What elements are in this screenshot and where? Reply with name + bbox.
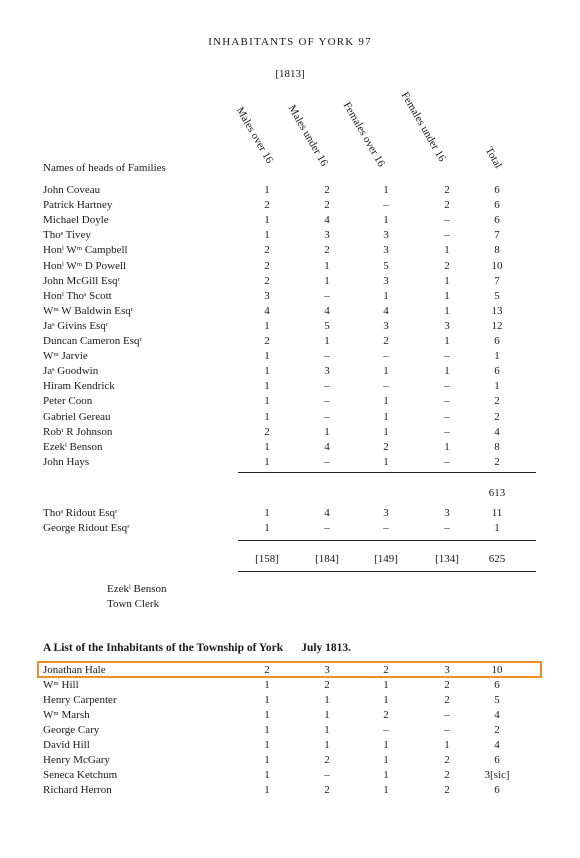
- list-title: [43, 642, 351, 654]
- row-total: 6: [494, 214, 500, 227]
- count-cell: 1: [264, 350, 270, 363]
- family-head-name: Ezekˡ Benson: [43, 440, 103, 453]
- count-cell: 2: [444, 769, 450, 781]
- count-cell: 3: [444, 664, 450, 676]
- count-cell: –: [383, 199, 389, 212]
- family-head-name: Peter Coon: [43, 395, 93, 408]
- count-cell: 4: [324, 440, 330, 453]
- table-row: [0, 507, 580, 522]
- table-row: [0, 229, 580, 244]
- count-cell: 2: [444, 184, 450, 196]
- count-cell: 2: [264, 244, 270, 257]
- count-cell: 1: [264, 410, 270, 423]
- count-cell: –: [444, 380, 450, 393]
- total-males-over-16: [158]: [255, 553, 279, 565]
- names-column-header: Names of heads of Families: [43, 162, 166, 174]
- table-row: [0, 214, 580, 229]
- count-cell: 1: [264, 319, 270, 332]
- signature-title: Town Clerk: [107, 598, 160, 610]
- year-label: [1813]: [275, 68, 305, 80]
- row-total: 4: [494, 739, 500, 751]
- count-cell: 2: [264, 274, 270, 287]
- family-head-name: Hiram Kendrick: [43, 380, 115, 393]
- table-row: [0, 365, 580, 380]
- table-row: [0, 456, 580, 471]
- count-cell: 3: [324, 365, 330, 378]
- table-row: [0, 784, 580, 799]
- count-cell: 1: [264, 380, 270, 393]
- count-cell: 1: [264, 522, 270, 534]
- row-total: 5: [494, 289, 500, 302]
- count-cell: –: [444, 395, 450, 408]
- row-total: 13: [491, 304, 503, 317]
- count-cell: 2: [324, 679, 330, 691]
- table-row: [0, 709, 580, 724]
- count-cell: 1: [264, 679, 270, 691]
- row-total: 6: [494, 335, 500, 347]
- count-cell: –: [324, 395, 330, 408]
- count-cell: 1: [264, 507, 270, 519]
- row-total: 8: [494, 244, 500, 257]
- count-cell: 1: [264, 455, 270, 468]
- count-cell: 4: [324, 507, 330, 519]
- count-cell: –: [444, 724, 450, 736]
- row-total: 2: [494, 410, 500, 423]
- count-cell: 4: [324, 214, 330, 227]
- count-cell: 2: [324, 754, 330, 766]
- count-cell: 3: [383, 229, 389, 242]
- row-total: 1: [494, 522, 500, 534]
- count-cell: 1: [383, 214, 389, 227]
- family-head-name: Honˡ Thoˢ Scott: [43, 289, 112, 302]
- count-cell: 3: [383, 507, 389, 519]
- table-row: [0, 260, 580, 275]
- family-head-name: Henry McGary: [43, 754, 110, 766]
- row-total: 4: [494, 709, 500, 721]
- family-head-name: Duncan Cameron Esqʳ: [43, 335, 142, 347]
- total-females-under-16: [134]: [435, 553, 459, 565]
- subtotal-rule: [238, 472, 536, 473]
- count-cell: 1: [264, 214, 270, 227]
- count-cell: 2: [444, 679, 450, 691]
- count-cell: 3: [324, 229, 330, 242]
- count-cell: 1: [324, 425, 330, 438]
- row-total: 12: [491, 319, 503, 332]
- table-row: [0, 290, 580, 305]
- count-cell: 1: [264, 754, 270, 766]
- count-cell: 1: [444, 365, 450, 378]
- count-cell: –: [383, 350, 389, 363]
- list-title-date: July 1813.: [301, 642, 352, 654]
- count-cell: 2: [264, 425, 270, 438]
- count-cell: 2: [324, 244, 330, 257]
- table-row: [0, 320, 580, 335]
- count-cell: –: [444, 425, 450, 438]
- count-cell: 1: [383, 410, 389, 423]
- family-head-name: Michael Doyle: [43, 214, 109, 227]
- count-cell: 3: [444, 319, 450, 332]
- row-total: 6: [494, 199, 500, 212]
- count-cell: –: [383, 724, 389, 736]
- count-cell: –: [444, 214, 450, 227]
- count-cell: 1: [264, 229, 270, 242]
- count-cell: 1: [264, 365, 270, 378]
- row-total: 10: [491, 664, 503, 676]
- count-cell: 1: [264, 769, 270, 781]
- count-cell: –: [324, 522, 330, 534]
- row-total: 7: [494, 229, 500, 242]
- row-total: 8: [494, 440, 500, 453]
- table-row: [0, 350, 580, 365]
- count-cell: 1: [444, 440, 450, 453]
- row-total: 6: [494, 754, 500, 766]
- row-total: 1: [494, 380, 500, 393]
- table-row: [0, 694, 580, 709]
- totals-rule: [238, 540, 536, 541]
- count-cell: 3: [383, 319, 389, 332]
- count-cell: 3: [383, 274, 389, 287]
- table-row: [0, 275, 580, 290]
- table-row: [0, 754, 580, 769]
- count-cell: 5: [383, 259, 389, 272]
- column-header-males-under-16: Males under 16: [285, 103, 331, 169]
- count-cell: 1: [324, 694, 330, 706]
- family-head-name: Thoˢ Tivey: [43, 229, 91, 242]
- count-cell: –: [324, 410, 330, 423]
- count-cell: 1: [324, 335, 330, 347]
- total-males-under-16: [184]: [315, 553, 339, 565]
- count-cell: 1: [264, 184, 270, 196]
- family-head-name: Richard Herron: [43, 784, 112, 796]
- total-females-over-16: [149]: [374, 553, 398, 565]
- row-total: 3[sic]: [484, 769, 510, 781]
- count-cell: –: [444, 410, 450, 423]
- table-row: [0, 335, 580, 350]
- row-total: 7: [494, 274, 500, 287]
- count-cell: 2: [444, 784, 450, 796]
- count-cell: 5: [324, 319, 330, 332]
- count-cell: –: [383, 522, 389, 534]
- count-cell: 2: [264, 259, 270, 272]
- family-head-name: Jaˢ Givins Esqʳ: [43, 319, 109, 332]
- signature-name: Ezekˡ Benson: [107, 583, 167, 595]
- count-cell: 1: [383, 425, 389, 438]
- count-cell: 2: [444, 199, 450, 212]
- count-cell: 1: [444, 335, 450, 347]
- row-total: 2: [494, 395, 500, 408]
- count-cell: 2: [444, 694, 450, 706]
- table-row: [0, 769, 580, 784]
- count-cell: –: [324, 455, 330, 468]
- row-total: 6: [494, 184, 500, 196]
- count-cell: 1: [444, 304, 450, 317]
- family-head-name: Robᵗ R Johnson: [43, 425, 113, 438]
- count-cell: –: [444, 350, 450, 363]
- count-cell: 1: [383, 769, 389, 781]
- count-cell: 1: [324, 739, 330, 751]
- count-cell: 1: [383, 365, 389, 378]
- family-head-name: Wᵐ W Baldwin Esqʳ: [43, 304, 134, 317]
- count-cell: 1: [383, 694, 389, 706]
- count-cell: 1: [264, 724, 270, 736]
- table-row: [0, 411, 580, 426]
- column-header-total: Total: [482, 145, 505, 171]
- count-cell: 2: [264, 664, 270, 676]
- count-cell: 2: [444, 754, 450, 766]
- column-header-females-over-16: Females over 16: [340, 100, 388, 169]
- row-total: 1: [494, 350, 500, 363]
- count-cell: 1: [324, 259, 330, 272]
- row-total: 10: [491, 259, 503, 272]
- count-cell: 2: [324, 184, 330, 196]
- count-cell: 1: [264, 784, 270, 796]
- row-total: 2: [494, 724, 500, 736]
- count-cell: 1: [264, 739, 270, 751]
- table-row: [0, 380, 580, 395]
- count-cell: –: [324, 769, 330, 781]
- table-row: [0, 664, 580, 679]
- count-cell: 1: [324, 709, 330, 721]
- count-cell: –: [444, 229, 450, 242]
- count-cell: –: [383, 380, 389, 393]
- count-cell: 1: [324, 274, 330, 287]
- count-cell: 1: [383, 784, 389, 796]
- table-row: [0, 184, 580, 199]
- count-cell: 1: [383, 754, 389, 766]
- bottom-rule: [238, 571, 536, 572]
- family-head-name: Thoˢ Ridout Esqʳ: [43, 507, 118, 519]
- family-head-name: John Hays: [43, 455, 90, 468]
- count-cell: 2: [383, 709, 389, 721]
- count-cell: 2: [383, 335, 389, 347]
- count-cell: 1: [444, 739, 450, 751]
- family-head-name: John Coveau: [43, 184, 101, 196]
- family-head-name: Jaˢ Goodwin: [43, 365, 99, 378]
- count-cell: 2: [264, 335, 270, 347]
- count-cell: 1: [383, 289, 389, 302]
- table-row: [0, 305, 580, 320]
- row-total: 2: [494, 455, 500, 468]
- family-head-name: Gabriel Gereau: [43, 410, 111, 423]
- count-cell: 4: [383, 304, 389, 317]
- row-total: 6: [494, 784, 500, 796]
- count-cell: 2: [444, 259, 450, 272]
- family-head-name: John McGill Esqʳ: [43, 274, 120, 287]
- count-cell: 1: [264, 395, 270, 408]
- count-cell: 1: [444, 289, 450, 302]
- table-row: [0, 395, 580, 410]
- list-title-main: A List of the Inhabitants of the Township of York: [43, 642, 284, 654]
- count-cell: 1: [383, 395, 389, 408]
- family-head-name: Seneca Ketchum: [43, 769, 118, 781]
- family-head-name: Honˡ Wᵐ Campbell: [43, 244, 128, 257]
- count-cell: 3: [264, 289, 270, 302]
- family-head-name: Wᵐ Jarvie: [43, 350, 88, 363]
- family-head-name: Wᵐ Hill: [43, 679, 79, 691]
- count-cell: 2: [324, 199, 330, 212]
- family-head-name: George Cary: [43, 724, 100, 736]
- count-cell: 2: [324, 784, 330, 796]
- count-cell: 2: [383, 664, 389, 676]
- count-cell: 1: [383, 679, 389, 691]
- count-cell: 2: [383, 440, 389, 453]
- row-total: 6: [494, 679, 500, 691]
- family-head-name: Henry Carpenter: [43, 694, 117, 706]
- table-row: [0, 522, 580, 537]
- count-cell: 3: [444, 507, 450, 519]
- grand-totals-row: [0, 553, 580, 568]
- family-head-name: Wᵐ Marsh: [43, 709, 90, 721]
- family-head-name: Honˡ Wᵐ D Powell: [43, 259, 127, 272]
- count-cell: 4: [264, 304, 270, 317]
- count-cell: 1: [264, 694, 270, 706]
- family-head-name: Patrick Hartney: [43, 199, 113, 212]
- count-cell: –: [324, 350, 330, 363]
- count-cell: 1: [444, 274, 450, 287]
- table-row: [0, 199, 580, 214]
- table-row: [0, 724, 580, 739]
- count-cell: 1: [383, 739, 389, 751]
- count-cell: 1: [324, 724, 330, 736]
- subtotal-value: 613: [488, 487, 506, 499]
- count-cell: –: [324, 289, 330, 302]
- row-total: 4: [494, 425, 500, 438]
- column-header-males-over-16: Males over 16: [233, 105, 276, 166]
- table-row: [0, 739, 580, 754]
- row-total: 6: [494, 365, 500, 378]
- column-header-females-under-16: Females under 16: [398, 90, 449, 164]
- table-row: [0, 426, 580, 441]
- table-row: [0, 441, 580, 456]
- count-cell: 1: [264, 709, 270, 721]
- count-cell: –: [444, 709, 450, 721]
- row-total: 5: [494, 694, 500, 706]
- count-cell: 1: [444, 244, 450, 257]
- count-cell: 2: [264, 199, 270, 212]
- count-cell: 1: [383, 184, 389, 196]
- count-cell: –: [444, 455, 450, 468]
- count-cell: 1: [383, 455, 389, 468]
- family-head-name: Jonathan Hale: [43, 664, 106, 676]
- page-header: INHABITANTS OF YORK 97: [208, 36, 372, 48]
- table-row: [0, 244, 580, 259]
- count-cell: 4: [324, 304, 330, 317]
- count-cell: 3: [324, 664, 330, 676]
- count-cell: –: [444, 522, 450, 534]
- count-cell: 3: [383, 244, 389, 257]
- row-total: 11: [491, 507, 503, 519]
- family-head-name: George Ridout Esqʳ: [43, 522, 130, 534]
- count-cell: 1: [264, 440, 270, 453]
- table-row: [0, 679, 580, 694]
- grand-total: 625: [488, 553, 506, 565]
- family-head-name: David Hill: [43, 739, 90, 751]
- count-cell: –: [324, 380, 330, 393]
